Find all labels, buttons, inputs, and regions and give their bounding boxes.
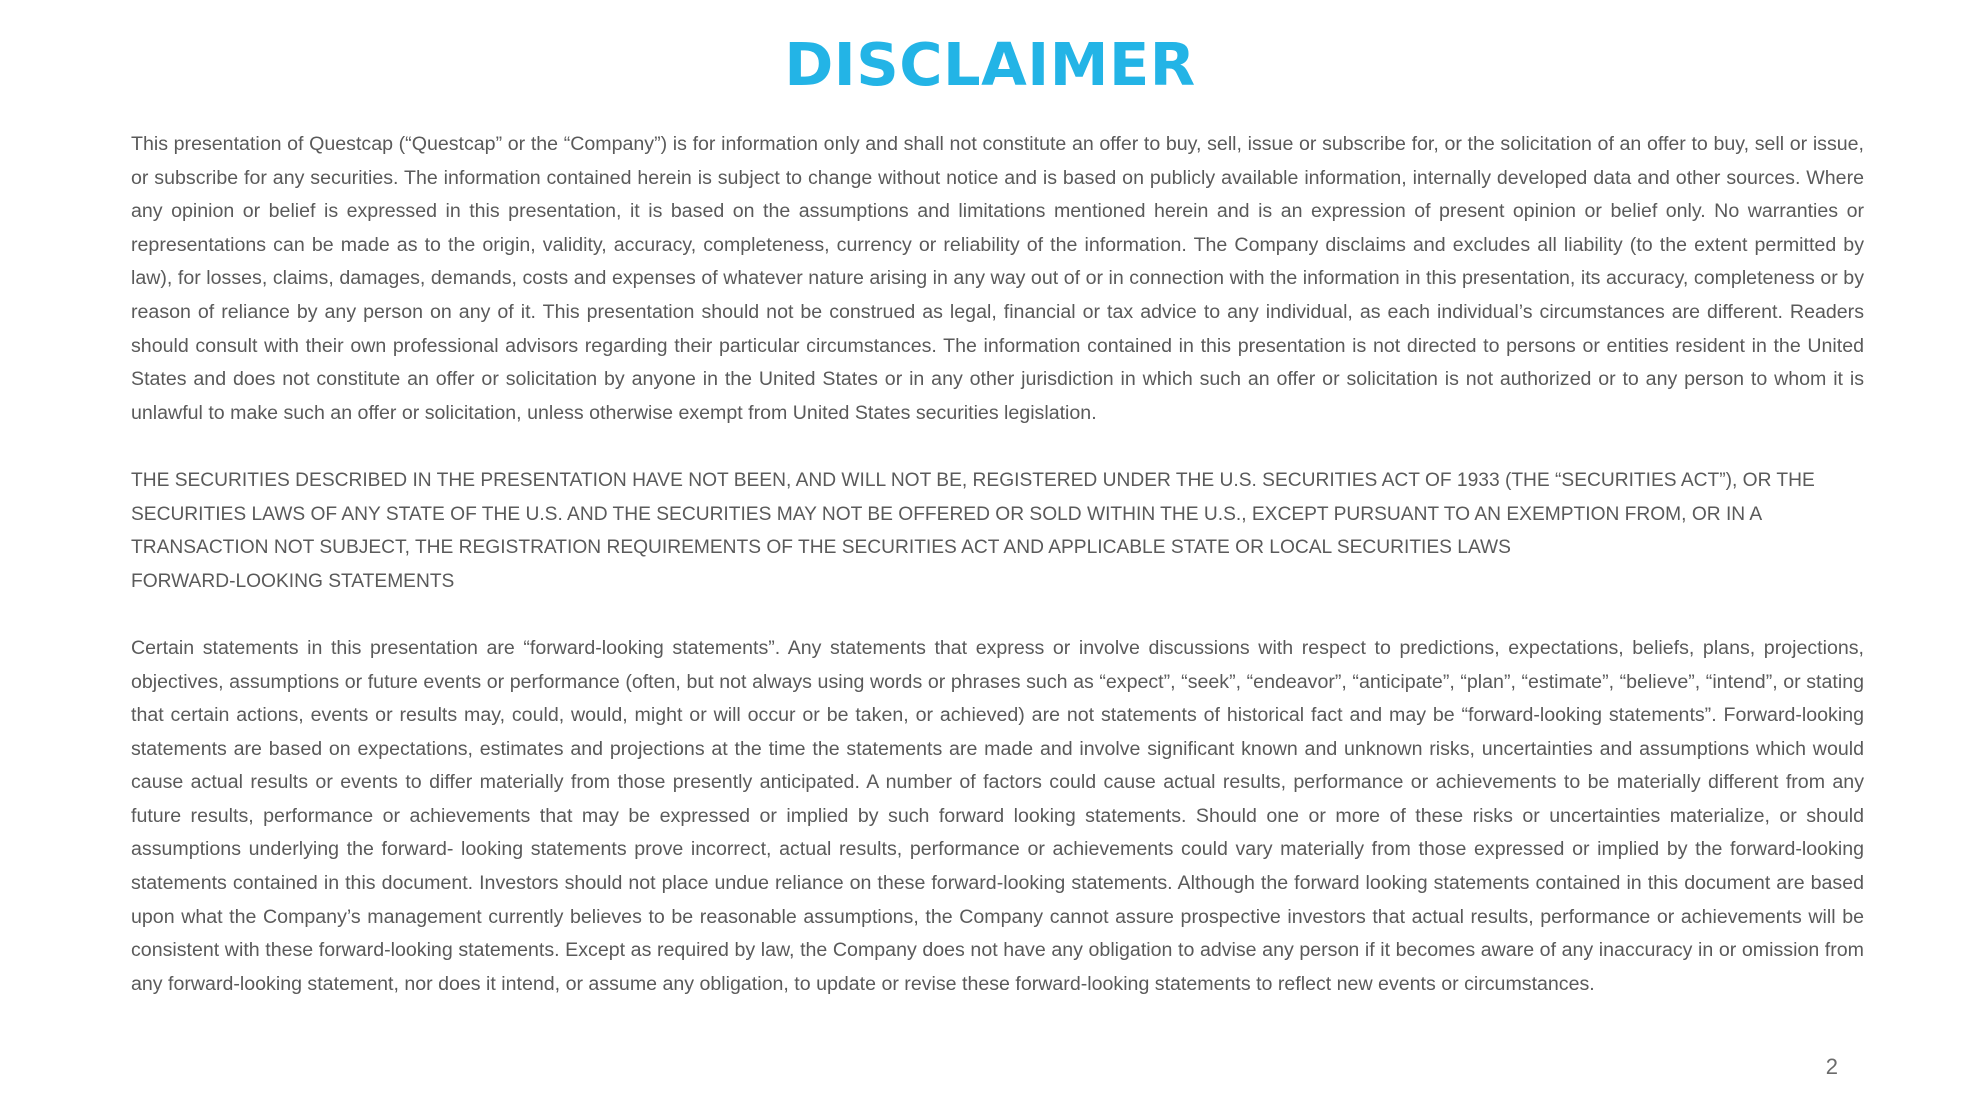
page-number: 2: [1825, 1054, 1838, 1079]
intro-paragraph: This presentation of Questcap (“Questcap” or the “Company”) is for information only and shall not constitute an offer to buy, sell, issue or subscribe for, or the solicitation of an offer to buy, sell or issue, or subscribe for any securities. The information contained herein is subject to change without notice and is based on publicly available information, internally developed data and other sources. Where any opinion or belief is expressed in this presentation, it is based on the assumptions and limitations mentioned herein and is an expression of present opinion or belief only. No warranties or representations can be made as to the origin, validity, accuracy, completeness, currency or reliability of the information. The Company disclaims and excludes all liability (to the extent permitted by law), for losses, claims, damages, demands, costs and expenses of whatever nature arising in any way out of or in connection with the information in this presentation, its accuracy, completeness or by reason of reliance by any person on any of it. This presentation should not be construed as legal, financial or tax advice to any individual, as each individual’s circumstances are different. Readers should consult with their own professional advisors regarding their particular circumstances. The information contained in this presentation is not directed to persons or entities resident in the United States and does not constitute an offer or solicitation by anyone in the United States or in any other jurisdiction in which such an offer or solicitation is not authorized or to any person to whom it is unlawful to make such an offer or solicitation, unless otherwise exempt from United States securities legislation.: [131, 133, 1864, 424]
paragraph-spacer: [131, 430, 1864, 464]
forward-looking-paragraph: Certain statements in this presentation are “forward-looking statements”. Any statements that express or involve discussions with respect to predictions, expectations, beliefs, plans, projections, objectives, assumptions or future events or performance (often, but not always using words or phrases such as “expect”, “seek”, “endeavor”, “anticipate”, “plan”, “estimate”, “believe”, “intend”, or stating that certain actions, events or results may, could, would, might or will occur or be taken, or achieved) are not statements of historical fact and may be “forward-looking statements”. Forward-looking statements are based on expectations, estimates and projections at the time the statements are made and involve significant known and unknown risks, uncertainties and assumptions which would cause actual results or events to differ materially from those presently anticipated. A number of factors could cause actual results, performance or achievements to be materially different from any future results, performance or achievements that may be expressed or implied by such forward looking statements. Should one or more of these risks or uncertainties materialize, or should assumptions underlying the forward- looking statements prove incorrect, actual results, performance or achievements could vary materially from those expressed or implied by the forward-looking statements contained in this document. Investors should not place undue reliance on these forward-looking statements. Although the forward looking statements contained in this document are based upon what the Company’s management currently believes to be reasonable assumptions, the Company cannot assure prospective investors that actual results, performance or achievements will be consistent with these forward-looking statements. Except as required by law, the Company does not have any obligation to advise any person if it becomes aware of any inaccuracy in or omission from any forward-looking statement, nor does it intend, or assume any obligation, to update or revise these forward-looking statements to reflect new events or circumstances.: [131, 636, 1864, 995]
paragraph-spacer: [131, 598, 1864, 632]
forward-looking-heading: FORWARD-LOOKING STATEMENTS: [131, 570, 455, 592]
page-title: DISCLAIMER: [784, 30, 1196, 99]
securities-paragraph: THE SECURITIES DESCRIBED IN THE PRESENTATION HAVE NOT BEEN, AND WILL NOT BE, REGISTERED UNDER THE U.S. SECURITIES ACT OF 1933 (THE “SECURITIES ACT”), OR THE SECURITIES LAWS OF ANY STATE OF THE U.S. AND THE SECURITIES MAY NOT BE OFFERED OR SOLD WITHIN THE U.S., EXCEPT PURSUANT TO AN EXEMPTION FROM, OR IN A TRANSACTION NOT SUBJECT, THE REGISTRATION REQUIREMENTS OF THE SECURITIES ACT AND APPLICABLE STATE OR LOCAL SECURITIES LAWS: [131, 469, 1815, 559]
disclaimer-body: [131, 128, 1864, 1001]
